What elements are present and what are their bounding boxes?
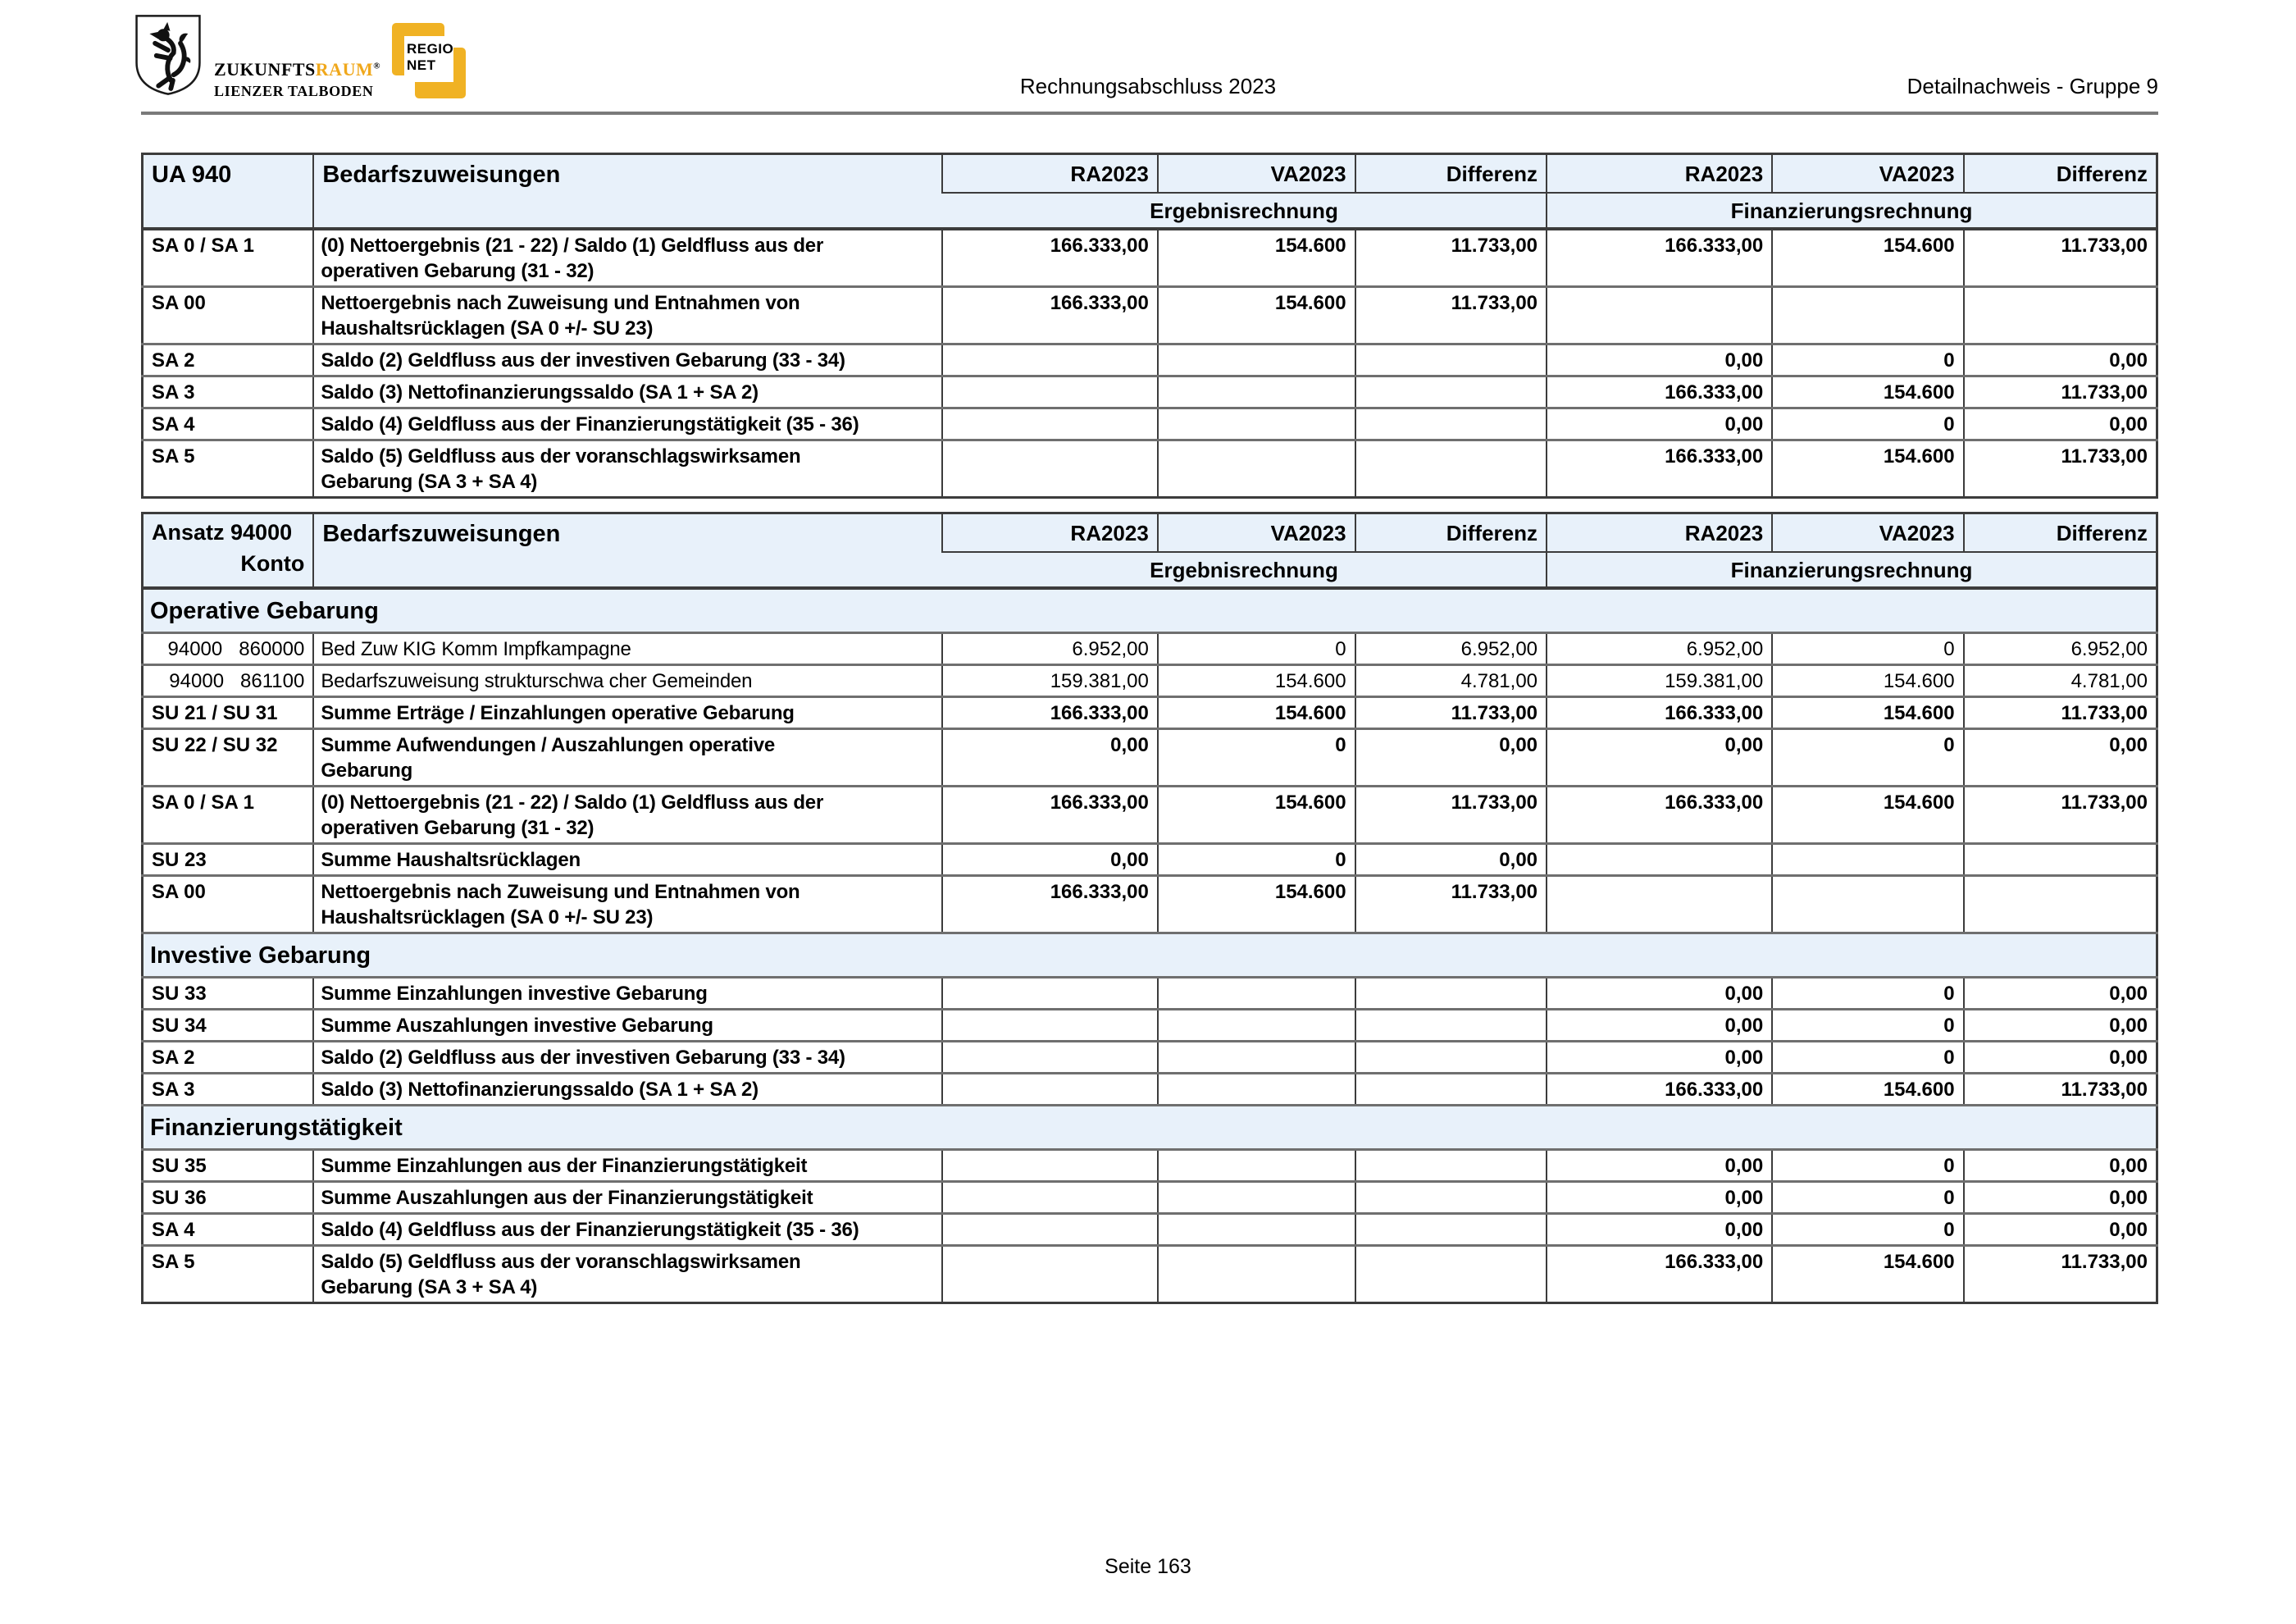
row-value-va2023-finanzierung bbox=[1772, 287, 1963, 344]
row-value-differenz-ergebnis: 11.733,00 bbox=[1355, 787, 1547, 844]
description-line: Saldo (4) Geldfluss aus der Finanzierungstätigkeit (35 - 36) bbox=[321, 413, 859, 436]
row-value-differenz-finanzierung: 0,00 bbox=[1964, 1010, 2157, 1042]
row-value-differenz-ergebnis bbox=[1355, 1010, 1547, 1042]
description-line: Summe Auszahlungen aus der Finanzierungstätigkeit bbox=[321, 1187, 813, 1209]
row-value-differenz-ergebnis bbox=[1355, 1182, 1547, 1214]
section-header-row bbox=[143, 933, 2157, 978]
row-code: SU 34 bbox=[143, 1010, 314, 1042]
row-value-ra2023-finanzierung: 166.333,00 bbox=[1547, 697, 1772, 729]
row-value-ra2023-finanzierung: 166.333,00 bbox=[1547, 440, 1772, 498]
row-value-differenz-ergebnis bbox=[1355, 1150, 1547, 1182]
row-value-differenz-ergebnis bbox=[1355, 440, 1547, 498]
table-row bbox=[143, 633, 2157, 665]
regionet-label: REGIO NET bbox=[404, 36, 453, 82]
row-description bbox=[313, 844, 942, 876]
row-description bbox=[313, 876, 942, 933]
row-value-ra2023-ergebnis bbox=[942, 1246, 1158, 1303]
group-header-ergebnisrechnung: Ergebnisrechnung bbox=[942, 552, 1547, 588]
row-code: SA 3 bbox=[143, 376, 314, 408]
row-description bbox=[313, 344, 942, 376]
row-value-differenz-ergebnis: 6.952,00 bbox=[1355, 633, 1547, 665]
row-value-ra2023-ergebnis bbox=[942, 344, 1158, 376]
row-value-ra2023-finanzierung: 166.333,00 bbox=[1547, 376, 1772, 408]
group-header-finanzierungsrechnung: Finanzierungsrechnung bbox=[1547, 193, 2157, 229]
row-value-va2023-finanzierung: 0 bbox=[1772, 1010, 1963, 1042]
table-row bbox=[143, 376, 2157, 408]
row-value-ra2023-finanzierung: 0,00 bbox=[1547, 408, 1772, 440]
table-row bbox=[143, 1150, 2157, 1182]
row-code: SA 2 bbox=[143, 344, 314, 376]
row-value-va2023-finanzierung bbox=[1772, 844, 1963, 876]
row-value-differenz-ergebnis bbox=[1355, 1214, 1547, 1246]
row-value-va2023-ergebnis bbox=[1158, 1246, 1355, 1303]
description-line: (0) Nettoergebnis (21 - 22) / Saldo (1) Geldfluss aus der bbox=[321, 235, 824, 257]
row-value-va2023-ergebnis: 154.600 bbox=[1158, 697, 1355, 729]
row-code: SA 5 bbox=[143, 440, 314, 498]
row-value-ra2023-ergebnis: 159.381,00 bbox=[942, 665, 1158, 697]
row-value-va2023-finanzierung: 154.600 bbox=[1772, 665, 1963, 697]
row-value-va2023-finanzierung: 0 bbox=[1772, 408, 1963, 440]
row-value-differenz-finanzierung bbox=[1964, 876, 2157, 933]
document-title: Rechnungsabschluss 2023 bbox=[1019, 74, 1277, 98]
column-header-differenz: Differenz bbox=[1964, 154, 2157, 194]
row-value-ra2023-ergebnis: 166.333,00 bbox=[942, 229, 1158, 287]
description-line: Summe Auszahlungen investive Gebarung bbox=[321, 1015, 713, 1037]
table2-code-header bbox=[143, 513, 314, 589]
row-value-differenz-finanzierung: 6.952,00 bbox=[1964, 633, 2157, 665]
row-value-va2023-finanzierung: 0 bbox=[1772, 633, 1963, 665]
description-line: operativen Gebarung (31 - 32) bbox=[321, 817, 594, 839]
row-value-ra2023-ergebnis bbox=[942, 1074, 1158, 1106]
detail-table bbox=[141, 512, 2158, 1304]
table-row bbox=[143, 697, 2157, 729]
row-code: SA 4 bbox=[143, 408, 314, 440]
row-value-va2023-ergebnis: 0 bbox=[1158, 729, 1355, 787]
section-header-row bbox=[143, 1106, 2157, 1150]
table-row bbox=[143, 876, 2157, 933]
column-header-ra2023: RA2023 bbox=[942, 154, 1158, 194]
row-value-va2023-ergebnis bbox=[1158, 1074, 1355, 1106]
row-value-ra2023-ergebnis bbox=[942, 1214, 1158, 1246]
row-value-va2023-finanzierung: 154.600 bbox=[1772, 376, 1963, 408]
group-header-ergebnisrechnung: Ergebnisrechnung bbox=[942, 193, 1547, 229]
row-value-ra2023-ergebnis: 166.333,00 bbox=[942, 287, 1158, 344]
description-line: operativen Gebarung (31 - 32) bbox=[321, 260, 594, 282]
row-value-differenz-finanzierung: 0,00 bbox=[1964, 978, 2157, 1010]
table-row bbox=[143, 844, 2157, 876]
row-code: SA 4 bbox=[143, 1214, 314, 1246]
section-title: Finanzierungstätigkeit bbox=[143, 1106, 2157, 1150]
table-row bbox=[143, 1214, 2157, 1246]
description-line: Saldo (2) Geldfluss aus der investiven Gebarung (33 - 34) bbox=[321, 1047, 845, 1069]
overview-table bbox=[141, 153, 2158, 499]
table-row bbox=[143, 229, 2157, 287]
row-description bbox=[313, 1010, 942, 1042]
row-value-ra2023-finanzierung: 159.381,00 bbox=[1547, 665, 1772, 697]
row-value-ra2023-ergebnis bbox=[942, 1010, 1158, 1042]
row-description bbox=[313, 665, 942, 697]
row-value-va2023-finanzierung: 0 bbox=[1772, 1042, 1963, 1074]
zukunftsraum-line2: LIENZER TALBODEN bbox=[214, 83, 374, 99]
description-line: Summe Haushaltsrücklagen bbox=[321, 849, 581, 871]
table-row bbox=[143, 787, 2157, 844]
row-value-differenz-finanzierung: 0,00 bbox=[1964, 344, 2157, 376]
column-header-va2023: VA2023 bbox=[1772, 154, 1963, 194]
description-line: Bed Zuw KIG Komm Impfkampagne bbox=[321, 638, 631, 660]
row-value-ra2023-finanzierung: 166.333,00 bbox=[1547, 1074, 1772, 1106]
table-row bbox=[143, 729, 2157, 787]
row-value-va2023-finanzierung: 0 bbox=[1772, 729, 1963, 787]
row-value-ra2023-ergebnis: 0,00 bbox=[942, 844, 1158, 876]
row-value-ra2023-ergebnis: 166.333,00 bbox=[942, 787, 1158, 844]
konto-label: Konto bbox=[240, 551, 305, 576]
row-value-ra2023-finanzierung: 0,00 bbox=[1547, 344, 1772, 376]
row-value-differenz-finanzierung: 0,00 bbox=[1964, 729, 2157, 787]
table-row bbox=[143, 665, 2157, 697]
row-value-va2023-finanzierung bbox=[1772, 876, 1963, 933]
row-value-va2023-ergebnis bbox=[1158, 344, 1355, 376]
description-line: Summe Aufwendungen / Auszahlungen operative bbox=[321, 734, 776, 756]
row-value-ra2023-ergebnis: 6.952,00 bbox=[942, 633, 1158, 665]
detail-table-head bbox=[143, 513, 2157, 589]
description-line: Summe Einzahlungen investive Gebarung bbox=[321, 983, 708, 1005]
row-value-differenz-ergebnis: 11.733,00 bbox=[1355, 229, 1547, 287]
row-code: SU 22 / SU 32 bbox=[143, 729, 314, 787]
description-line: Bedarfszuweisung strukturschwa cher Gemeinden bbox=[321, 670, 753, 692]
row-value-va2023-finanzierung: 154.600 bbox=[1772, 1246, 1963, 1303]
row-value-differenz-finanzierung bbox=[1964, 844, 2157, 876]
detail-table-body bbox=[143, 588, 2157, 1303]
page-number: Seite 163 bbox=[1105, 1555, 1191, 1578]
row-value-differenz-ergebnis bbox=[1355, 978, 1547, 1010]
row-value-ra2023-ergebnis: 166.333,00 bbox=[942, 876, 1158, 933]
row-value-va2023-finanzierung: 0 bbox=[1772, 344, 1963, 376]
row-value-differenz-finanzierung: 0,00 bbox=[1964, 1214, 2157, 1246]
description-line: Nettoergebnis nach Zuweisung und Entnahmen von bbox=[321, 881, 800, 903]
row-description bbox=[313, 408, 942, 440]
row-value-ra2023-finanzierung: 166.333,00 bbox=[1547, 787, 1772, 844]
row-value-va2023-ergebnis: 0 bbox=[1158, 844, 1355, 876]
row-value-differenz-finanzierung: 11.733,00 bbox=[1964, 376, 2157, 408]
zukunftsraum-line1: ZUKUNFTSRAUM® bbox=[214, 59, 380, 80]
row-value-va2023-ergebnis bbox=[1158, 978, 1355, 1010]
row-code: SU 21 / SU 31 bbox=[143, 697, 314, 729]
row-code: SU 35 bbox=[143, 1150, 314, 1182]
row-value-differenz-finanzierung bbox=[1964, 287, 2157, 344]
row-description bbox=[313, 729, 942, 787]
row-description bbox=[313, 1150, 942, 1182]
row-value-va2023-finanzierung: 154.600 bbox=[1772, 1074, 1963, 1106]
row-value-ra2023-ergebnis bbox=[942, 978, 1158, 1010]
row-value-ra2023-finanzierung bbox=[1547, 844, 1772, 876]
column-header-va2023: VA2023 bbox=[1158, 154, 1355, 194]
row-value-ra2023-ergebnis bbox=[942, 408, 1158, 440]
row-value-differenz-ergebnis bbox=[1355, 1042, 1547, 1074]
row-value-va2023-ergebnis: 154.600 bbox=[1158, 665, 1355, 697]
row-value-va2023-ergebnis: 154.600 bbox=[1158, 287, 1355, 344]
row-value-ra2023-finanzierung: 0,00 bbox=[1547, 1042, 1772, 1074]
row-value-ra2023-ergebnis: 166.333,00 bbox=[942, 697, 1158, 729]
description-line: Gebarung bbox=[321, 760, 413, 782]
row-value-differenz-ergebnis bbox=[1355, 408, 1547, 440]
row-description bbox=[313, 697, 942, 729]
table-row bbox=[143, 440, 2157, 498]
description-line: Nettoergebnis nach Zuweisung und Entnahmen von bbox=[321, 292, 800, 314]
ansatz-label: Ansatz 94000 bbox=[152, 520, 293, 545]
row-code: SA 5 bbox=[143, 1246, 314, 1303]
row-value-ra2023-finanzierung: 0,00 bbox=[1547, 1214, 1772, 1246]
row-value-va2023-finanzierung: 154.600 bbox=[1772, 440, 1963, 498]
group-header-finanzierungsrechnung: Finanzierungsrechnung bbox=[1547, 552, 2157, 588]
report-content bbox=[141, 153, 2158, 1317]
row-value-ra2023-ergebnis bbox=[942, 376, 1158, 408]
row-value-ra2023-finanzierung: 0,00 bbox=[1547, 1150, 1772, 1182]
row-value-differenz-ergebnis: 11.733,00 bbox=[1355, 876, 1547, 933]
description-line: Saldo (3) Nettofinanzierungssaldo (SA 1 + SA 2) bbox=[321, 1079, 758, 1101]
row-description bbox=[313, 1074, 942, 1106]
row-description bbox=[313, 440, 942, 498]
table-row bbox=[143, 287, 2157, 344]
description-line: Saldo (5) Geldfluss aus der voranschlagswirksamen bbox=[321, 1251, 801, 1273]
description-line: Haushaltsrücklagen (SA 0 +/- SU 23) bbox=[321, 906, 654, 928]
row-value-differenz-ergebnis: 0,00 bbox=[1355, 729, 1547, 787]
row-value-differenz-finanzierung: 11.733,00 bbox=[1964, 697, 2157, 729]
description-line: (0) Nettoergebnis (21 - 22) / Saldo (1) Geldfluss aus der bbox=[321, 791, 824, 814]
row-description bbox=[313, 287, 942, 344]
row-value-va2023-ergebnis bbox=[1158, 1010, 1355, 1042]
row-code: 94000 861100 bbox=[143, 665, 314, 697]
table-row bbox=[143, 1182, 2157, 1214]
row-value-ra2023-finanzierung: 0,00 bbox=[1547, 1010, 1772, 1042]
table-row bbox=[143, 978, 2157, 1010]
row-value-ra2023-ergebnis bbox=[942, 1182, 1158, 1214]
row-value-ra2023-ergebnis bbox=[942, 1042, 1158, 1074]
row-value-differenz-finanzierung: 11.733,00 bbox=[1964, 787, 2157, 844]
row-value-va2023-finanzierung: 0 bbox=[1772, 1182, 1963, 1214]
row-value-ra2023-finanzierung: 0,00 bbox=[1547, 978, 1772, 1010]
row-value-va2023-ergebnis bbox=[1158, 1042, 1355, 1074]
row-code: SU 23 bbox=[143, 844, 314, 876]
row-value-differenz-finanzierung: 0,00 bbox=[1964, 408, 2157, 440]
table2-desc-header: Bedarfszuweisungen bbox=[313, 513, 942, 589]
table-row bbox=[143, 1074, 2157, 1106]
row-value-ra2023-ergebnis bbox=[942, 440, 1158, 498]
row-code: SA 0 / SA 1 bbox=[143, 229, 314, 287]
description-line: Haushaltsrücklagen (SA 0 +/- SU 23) bbox=[321, 317, 654, 340]
section-title: Investive Gebarung bbox=[143, 933, 2157, 978]
row-value-va2023-finanzierung: 154.600 bbox=[1772, 229, 1963, 287]
row-value-va2023-finanzierung: 154.600 bbox=[1772, 787, 1963, 844]
row-value-va2023-ergebnis bbox=[1158, 408, 1355, 440]
row-value-ra2023-finanzierung: 166.333,00 bbox=[1547, 1246, 1772, 1303]
row-value-ra2023-finanzierung: 6.952,00 bbox=[1547, 633, 1772, 665]
description-line: Gebarung (SA 3 + SA 4) bbox=[321, 471, 538, 493]
row-description bbox=[313, 1042, 942, 1074]
overview-table-head bbox=[143, 154, 2157, 230]
table1-code-header: UA 940 bbox=[143, 154, 314, 230]
row-value-va2023-finanzierung: 0 bbox=[1772, 1150, 1963, 1182]
overview-table-body bbox=[143, 229, 2157, 498]
description-line: Saldo (3) Nettofinanzierungssaldo (SA 1 + SA 2) bbox=[321, 381, 758, 404]
table-row bbox=[143, 1246, 2157, 1303]
row-value-va2023-ergebnis bbox=[1158, 1182, 1355, 1214]
row-value-ra2023-finanzierung: 166.333,00 bbox=[1547, 229, 1772, 287]
row-description bbox=[313, 1182, 942, 1214]
column-header-differenz: Differenz bbox=[1355, 513, 1547, 553]
row-code: SU 33 bbox=[143, 978, 314, 1010]
row-value-differenz-finanzierung: 0,00 bbox=[1964, 1042, 2157, 1074]
row-code: SA 00 bbox=[143, 876, 314, 933]
row-value-va2023-finanzierung: 154.600 bbox=[1772, 697, 1963, 729]
row-value-va2023-ergebnis bbox=[1158, 1214, 1355, 1246]
description-line: Gebarung (SA 3 + SA 4) bbox=[321, 1276, 538, 1298]
column-header-ra2023: RA2023 bbox=[1547, 154, 1772, 194]
row-code: SU 36 bbox=[143, 1182, 314, 1214]
table-row bbox=[143, 408, 2157, 440]
row-value-differenz-finanzierung: 0,00 bbox=[1964, 1182, 2157, 1214]
row-value-va2023-ergebnis bbox=[1158, 1150, 1355, 1182]
row-value-va2023-ergebnis bbox=[1158, 376, 1355, 408]
table-row bbox=[143, 1010, 2157, 1042]
description-line: Summe Erträge / Einzahlungen operative Gebarung bbox=[321, 702, 795, 724]
row-value-va2023-finanzierung: 0 bbox=[1772, 978, 1963, 1010]
row-value-differenz-ergebnis bbox=[1355, 344, 1547, 376]
row-value-va2023-ergebnis: 154.600 bbox=[1158, 876, 1355, 933]
row-value-differenz-ergebnis bbox=[1355, 1074, 1547, 1106]
row-description bbox=[313, 787, 942, 844]
section-header-row bbox=[143, 588, 2157, 633]
row-value-ra2023-finanzierung bbox=[1547, 287, 1772, 344]
row-value-va2023-ergebnis bbox=[1158, 440, 1355, 498]
row-value-differenz-finanzierung: 11.733,00 bbox=[1964, 1246, 2157, 1303]
row-description bbox=[313, 1214, 942, 1246]
row-value-differenz-ergebnis: 11.733,00 bbox=[1355, 697, 1547, 729]
row-value-va2023-ergebnis: 154.600 bbox=[1158, 229, 1355, 287]
row-code: SA 00 bbox=[143, 287, 314, 344]
section-title: Operative Gebarung bbox=[143, 588, 2157, 633]
row-value-differenz-ergebnis: 0,00 bbox=[1355, 844, 1547, 876]
row-value-differenz-finanzierung: 0,00 bbox=[1964, 1150, 2157, 1182]
column-header-differenz: Differenz bbox=[1355, 154, 1547, 194]
column-header-ra2023: RA2023 bbox=[942, 513, 1158, 553]
column-header-va2023: VA2023 bbox=[1772, 513, 1963, 553]
row-description bbox=[313, 633, 942, 665]
header-divider bbox=[141, 112, 2158, 115]
row-value-va2023-ergebnis: 0 bbox=[1158, 633, 1355, 665]
row-value-va2023-finanzierung: 0 bbox=[1772, 1214, 1963, 1246]
row-value-ra2023-finanzierung bbox=[1547, 876, 1772, 933]
row-value-ra2023-ergebnis: 0,00 bbox=[942, 729, 1158, 787]
row-value-differenz-finanzierung: 4.781,00 bbox=[1964, 665, 2157, 697]
row-value-differenz-ergebnis: 4.781,00 bbox=[1355, 665, 1547, 697]
row-value-differenz-finanzierung: 11.733,00 bbox=[1964, 229, 2157, 287]
description-line: Saldo (2) Geldfluss aus der investiven Gebarung (33 - 34) bbox=[321, 349, 845, 372]
row-code: SA 0 / SA 1 bbox=[143, 787, 314, 844]
column-header-va2023: VA2023 bbox=[1158, 513, 1355, 553]
row-value-differenz-ergebnis bbox=[1355, 376, 1547, 408]
description-line: Summe Einzahlungen aus der Finanzierungstätigkeit bbox=[321, 1155, 808, 1177]
row-value-ra2023-finanzierung: 0,00 bbox=[1547, 1182, 1772, 1214]
row-value-differenz-ergebnis bbox=[1355, 1246, 1547, 1303]
row-description bbox=[313, 376, 942, 408]
row-value-differenz-finanzierung: 11.733,00 bbox=[1964, 440, 2157, 498]
table-row bbox=[143, 1042, 2157, 1074]
row-description bbox=[313, 229, 942, 287]
row-value-differenz-finanzierung: 11.733,00 bbox=[1964, 1074, 2157, 1106]
document-subtitle: Detailnachweis - Gruppe 9 bbox=[1906, 74, 2158, 98]
row-description bbox=[313, 1246, 942, 1303]
column-header-differenz: Differenz bbox=[1964, 513, 2157, 553]
description-line: Saldo (4) Geldfluss aus der Finanzierungstätigkeit (35 - 36) bbox=[321, 1219, 859, 1241]
row-description bbox=[313, 978, 942, 1010]
description-line: Saldo (5) Geldfluss aus der voranschlagswirksamen bbox=[321, 445, 801, 468]
row-value-differenz-ergebnis: 11.733,00 bbox=[1355, 287, 1547, 344]
row-value-ra2023-finanzierung: 0,00 bbox=[1547, 729, 1772, 787]
row-code: 94000 860000 bbox=[143, 633, 314, 665]
row-code: SA 2 bbox=[143, 1042, 314, 1074]
column-header-ra2023: RA2023 bbox=[1547, 513, 1772, 553]
row-code: SA 3 bbox=[143, 1074, 314, 1106]
row-value-va2023-ergebnis: 154.600 bbox=[1158, 787, 1355, 844]
row-value-ra2023-ergebnis bbox=[942, 1150, 1158, 1182]
table1-desc-header: Bedarfszuweisungen bbox=[313, 154, 942, 230]
table-row bbox=[143, 344, 2157, 376]
